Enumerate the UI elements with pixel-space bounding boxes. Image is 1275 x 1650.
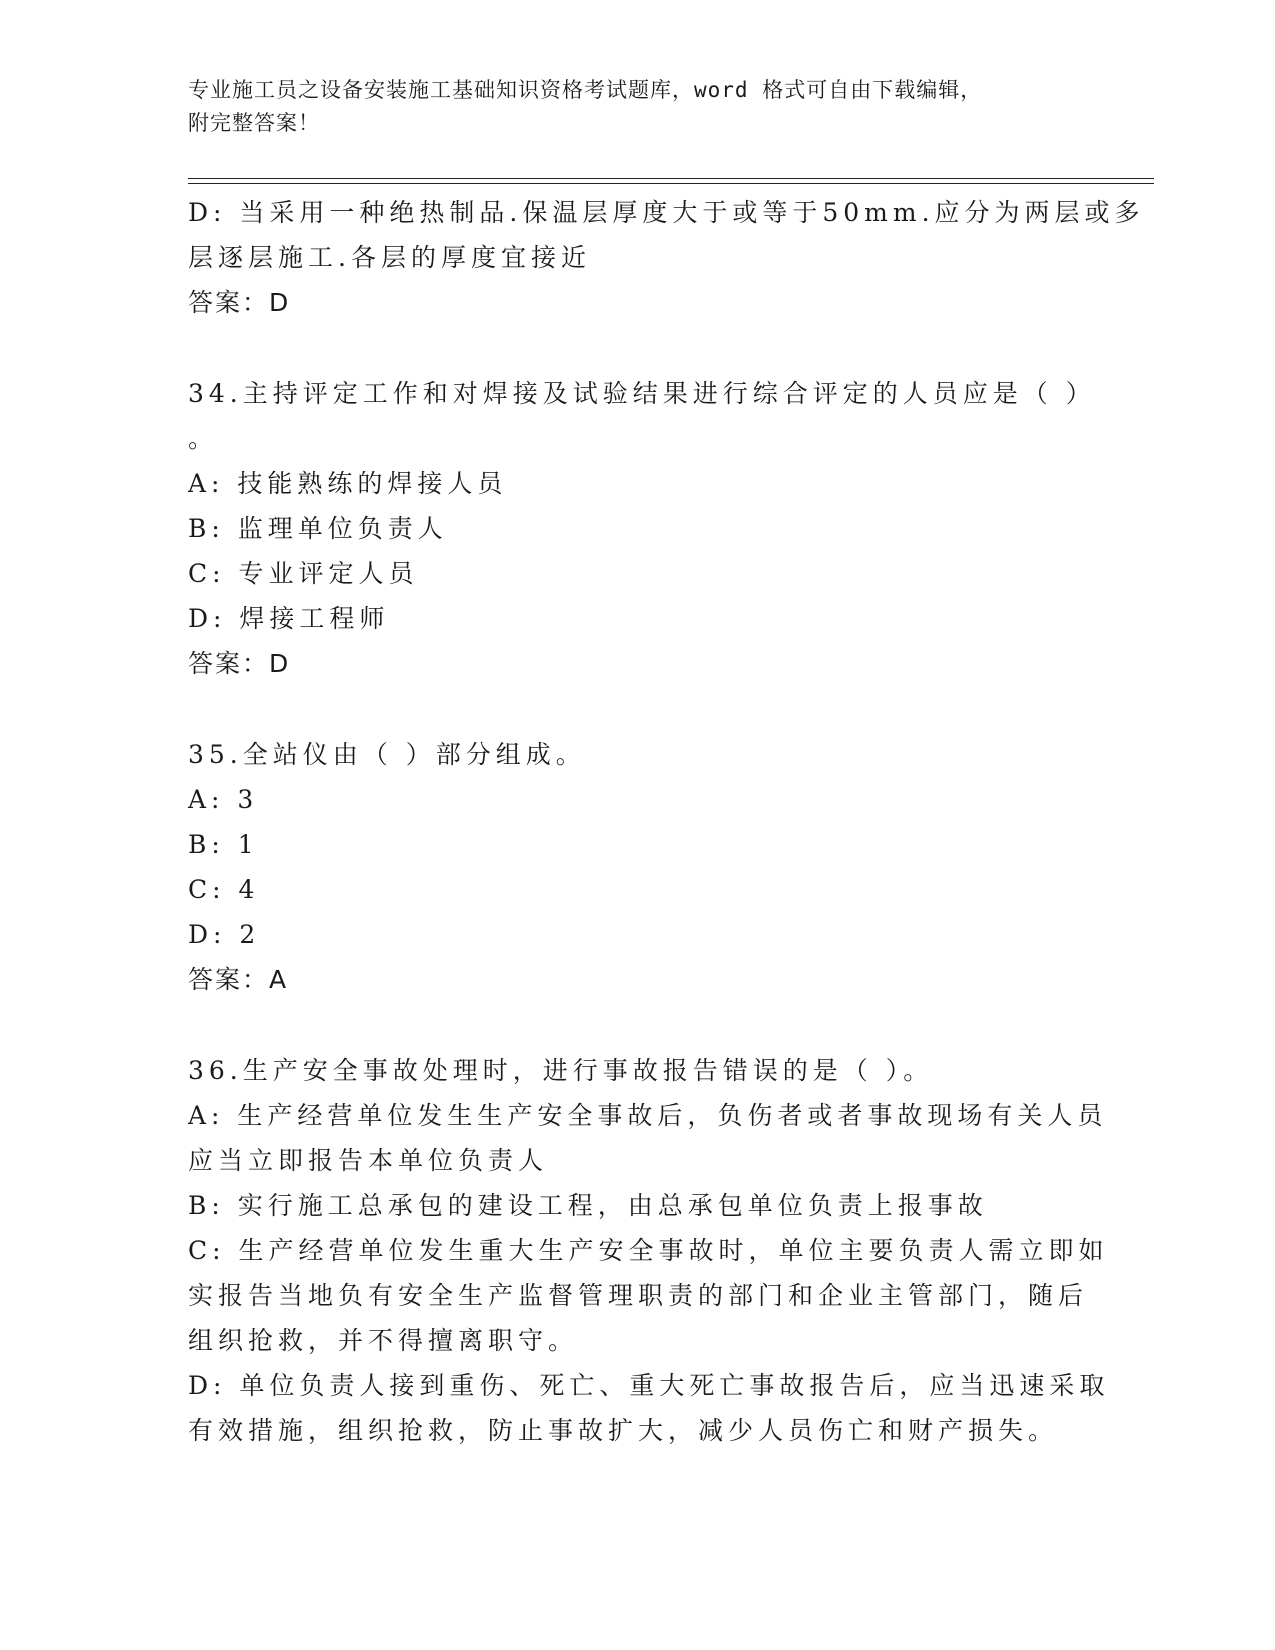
- option-d: D: 焊接工程师: [188, 604, 390, 633]
- header-divider: [188, 178, 1154, 184]
- option-a: A: 3: [188, 785, 259, 814]
- question-35: [188, 732, 1088, 1002]
- question-stem-continued: 。: [188, 424, 219, 453]
- question-stem: 36.生产安全事故处理时，进行事故报告错误的是（ ）。: [188, 1056, 934, 1085]
- option-c-line-2: 实报告当地负有安全生产监督管理职责的部门和企业主管部门，随后: [188, 1281, 1089, 1310]
- document-body: [188, 190, 1145, 1453]
- question-stem: 34.主持评定工作和对焊接及试验结果进行综合评定的人员应是（ ）: [188, 379, 1096, 408]
- option-b: B: 实行施工总承包的建设工程，由总承包单位负责上报事故: [188, 1191, 988, 1220]
- option-d-line-2: 层逐层施工.各层的厚度宜接近: [188, 243, 591, 272]
- option-b: B: 1: [188, 830, 259, 859]
- question-34: [188, 371, 1096, 686]
- option-c-line-1: C: 生产经营单位发生重大生产安全事故时，单位主要负责人需立即如: [188, 1236, 1109, 1265]
- option-d: D: 2: [188, 920, 261, 949]
- header-line-2: 附完整答案！: [188, 111, 320, 135]
- answer-line: 答案：A: [188, 965, 289, 994]
- option-d-line-1: D: 当采用一种绝热制品.保温层厚度大于或等于50mm.应分为两层或多: [188, 198, 1145, 227]
- option-c: C: 专业评定人员: [188, 559, 419, 588]
- option-d-line-2: 有效措施，组织抢救，防止事故扩大，减少人员伤亡和财产损失。: [188, 1416, 1059, 1445]
- question-36: [188, 1048, 1110, 1453]
- option-d-line-1: D: 单位负责人接到重伤、死亡、重大死亡事故报告后，应当迅速采取: [188, 1371, 1110, 1400]
- option-c-line-3: 组织抢救，并不得擅离职守。: [188, 1326, 579, 1355]
- previous-question-tail: [188, 190, 1145, 325]
- question-stem: 35.全站仪由（ ）部分组成。: [188, 740, 586, 769]
- option-a-line-1: A: 生产经营单位发生生产安全事故后，负伤者或者事故现场有关人员: [188, 1101, 1108, 1130]
- header-line-1: 专业施工员之设备安装施工基础知识资格考试题库，word 格式可自由下载编辑，: [188, 78, 983, 102]
- option-a-line-2: 应当立即报告本单位负责人: [188, 1146, 549, 1175]
- answer-line: 答案：D: [188, 288, 291, 317]
- page-header: [188, 74, 1088, 140]
- option-b: B: 监理单位负责人: [188, 514, 448, 543]
- option-c: C: 4: [188, 875, 260, 904]
- answer-line: 答案：D: [188, 649, 291, 678]
- option-a: A: 技能熟练的焊接人员: [188, 469, 508, 498]
